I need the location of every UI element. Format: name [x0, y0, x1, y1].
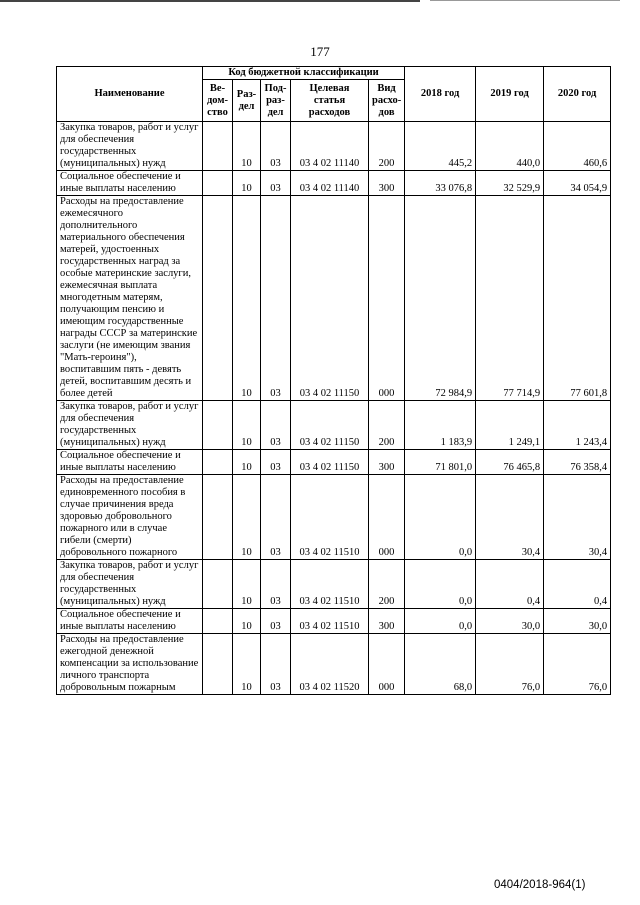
row-name: Расходы на предоставление единовременного пособия в случае причинения вреда здоровью добровольного пожарного или в случае гибели (смерти) добровольного пожарного	[57, 475, 203, 560]
row-value-2019: 76 465,8	[476, 450, 544, 475]
row-value-2019: 30,4	[476, 475, 544, 560]
row-value-2020: 76,0	[544, 634, 611, 695]
row-value-2018: 72 984,9	[405, 196, 476, 401]
row-value-2018: 68,0	[405, 634, 476, 695]
row-podrazdel: 03	[261, 171, 291, 196]
row-podrazdel: 03	[261, 450, 291, 475]
row-celevaya-statya: 03 4 02 11140	[291, 122, 369, 171]
row-name: Социальное обеспечение и иные выплаты населению	[57, 171, 203, 196]
row-name: Закупка товаров, работ и услуг для обеспечения государственных (муниципальных) нужд	[57, 401, 203, 450]
row-vedomstvo	[203, 171, 233, 196]
table-row	[57, 609, 611, 634]
row-celevaya-statya: 03 4 02 11510	[291, 475, 369, 560]
row-vid-rashodov: 200	[369, 401, 405, 450]
row-name: Расходы на предоставление ежемесячного дополнительного материального обеспечения матерей, удостоенных государственных наград за особые материнские заслуги, ежемесячная выплата многодетным матерям, получающим пенсию и имеющим государственные награды СССР за материнские заслуги (не имеющим звания "Мать-героиня"), воспитавшим пять - девять детей, воспитавшим десять и более детей	[57, 196, 203, 401]
page-number: 177	[310, 44, 330, 59]
row-vedomstvo	[203, 609, 233, 634]
row-name: Социальное обеспечение и иные выплаты населению	[57, 450, 203, 475]
header-podrazdel: Под-раз-дел	[261, 80, 291, 122]
row-podrazdel: 03	[261, 475, 291, 560]
row-razdel: 10	[233, 401, 261, 450]
header-budget-classification: Код бюджетной классификации	[203, 67, 405, 80]
row-razdel: 10	[233, 196, 261, 401]
budget-table	[56, 66, 611, 695]
row-vid-rashodov: 300	[369, 609, 405, 634]
row-name: Социальное обеспечение и иные выплаты населению	[57, 609, 203, 634]
row-vedomstvo	[203, 450, 233, 475]
row-celevaya-statya: 03 4 02 11510	[291, 560, 369, 609]
row-name: Закупка товаров, работ и услуг для обеспечения государственных (муниципальных) нужд	[57, 560, 203, 609]
row-vid-rashodov: 300	[369, 450, 405, 475]
row-vedomstvo	[203, 634, 233, 695]
table-row	[57, 560, 611, 609]
header-celevaya-statya: Целевая статья расходов	[291, 80, 369, 122]
row-vedomstvo	[203, 475, 233, 560]
row-value-2018: 1 183,9	[405, 401, 476, 450]
table-row	[57, 450, 611, 475]
row-value-2018: 71 801,0	[405, 450, 476, 475]
row-razdel: 10	[233, 634, 261, 695]
row-value-2019: 77 714,9	[476, 196, 544, 401]
row-value-2018: 33 076,8	[405, 171, 476, 196]
top-border-line-thin	[430, 0, 620, 1]
table-row	[57, 196, 611, 401]
row-value-2019: 1 249,1	[476, 401, 544, 450]
row-podrazdel: 03	[261, 560, 291, 609]
table-row	[57, 401, 611, 450]
row-razdel: 10	[233, 475, 261, 560]
row-value-2018: 0,0	[405, 475, 476, 560]
header-vid-rashodov: Вид расхо-дов	[369, 80, 405, 122]
row-value-2020: 76 358,4	[544, 450, 611, 475]
row-vedomstvo	[203, 401, 233, 450]
row-vid-rashodov: 200	[369, 122, 405, 171]
row-value-2019: 32 529,9	[476, 171, 544, 196]
row-vid-rashodov: 000	[369, 196, 405, 401]
table-row	[57, 171, 611, 196]
row-celevaya-statya: 03 4 02 11150	[291, 196, 369, 401]
row-celevaya-statya: 03 4 02 11520	[291, 634, 369, 695]
row-podrazdel: 03	[261, 609, 291, 634]
row-vid-rashodov: 300	[369, 171, 405, 196]
row-value-2020: 460,6	[544, 122, 611, 171]
row-podrazdel: 03	[261, 122, 291, 171]
header-vedomstvo: Ве-дом-ство	[203, 80, 233, 122]
header-2020: 2020 год	[544, 67, 611, 122]
header-2018: 2018 год	[405, 67, 476, 122]
row-value-2019: 76,0	[476, 634, 544, 695]
row-value-2019: 440,0	[476, 122, 544, 171]
row-value-2020: 77 601,8	[544, 196, 611, 401]
row-vedomstvo	[203, 196, 233, 401]
row-name: Закупка товаров, работ и услуг для обеспечения государственных (муниципальных) нужд	[57, 122, 203, 171]
top-border	[0, 0, 640, 6]
row-value-2020: 30,4	[544, 475, 611, 560]
table-row	[57, 122, 611, 171]
row-vid-rashodov: 000	[369, 634, 405, 695]
row-razdel: 10	[233, 560, 261, 609]
row-razdel: 10	[233, 609, 261, 634]
table-row	[57, 475, 611, 560]
row-razdel: 10	[233, 122, 261, 171]
row-razdel: 10	[233, 171, 261, 196]
row-value-2018: 445,2	[405, 122, 476, 171]
row-vid-rashodov: 000	[369, 475, 405, 560]
row-value-2020: 0,4	[544, 560, 611, 609]
row-razdel: 10	[233, 450, 261, 475]
row-value-2018: 0,0	[405, 560, 476, 609]
row-name: Расходы на предоставление ежегодной денежной компенсации за использование личного транспорта добровольным пожарным	[57, 634, 203, 695]
row-vedomstvo	[203, 560, 233, 609]
row-podrazdel: 03	[261, 401, 291, 450]
row-celevaya-statya: 03 4 02 11510	[291, 609, 369, 634]
row-vid-rashodov: 200	[369, 560, 405, 609]
top-border-line	[0, 0, 420, 2]
header-name: Наименование	[57, 67, 203, 122]
row-value-2019: 30,0	[476, 609, 544, 634]
document-code: 0404/2018-964(1)	[494, 879, 586, 891]
row-podrazdel: 03	[261, 634, 291, 695]
row-celevaya-statya: 03 4 02 11150	[291, 450, 369, 475]
header-razdel: Раз-дел	[233, 80, 261, 122]
row-podrazdel: 03	[261, 196, 291, 401]
row-value-2019: 0,4	[476, 560, 544, 609]
row-celevaya-statya: 03 4 02 11140	[291, 171, 369, 196]
table-row	[57, 634, 611, 695]
row-value-2020: 1 243,4	[544, 401, 611, 450]
row-value-2020: 30,0	[544, 609, 611, 634]
row-value-2018: 0,0	[405, 609, 476, 634]
header-2019: 2019 год	[476, 67, 544, 122]
row-value-2020: 34 054,9	[544, 171, 611, 196]
row-celevaya-statya: 03 4 02 11150	[291, 401, 369, 450]
row-vedomstvo	[203, 122, 233, 171]
